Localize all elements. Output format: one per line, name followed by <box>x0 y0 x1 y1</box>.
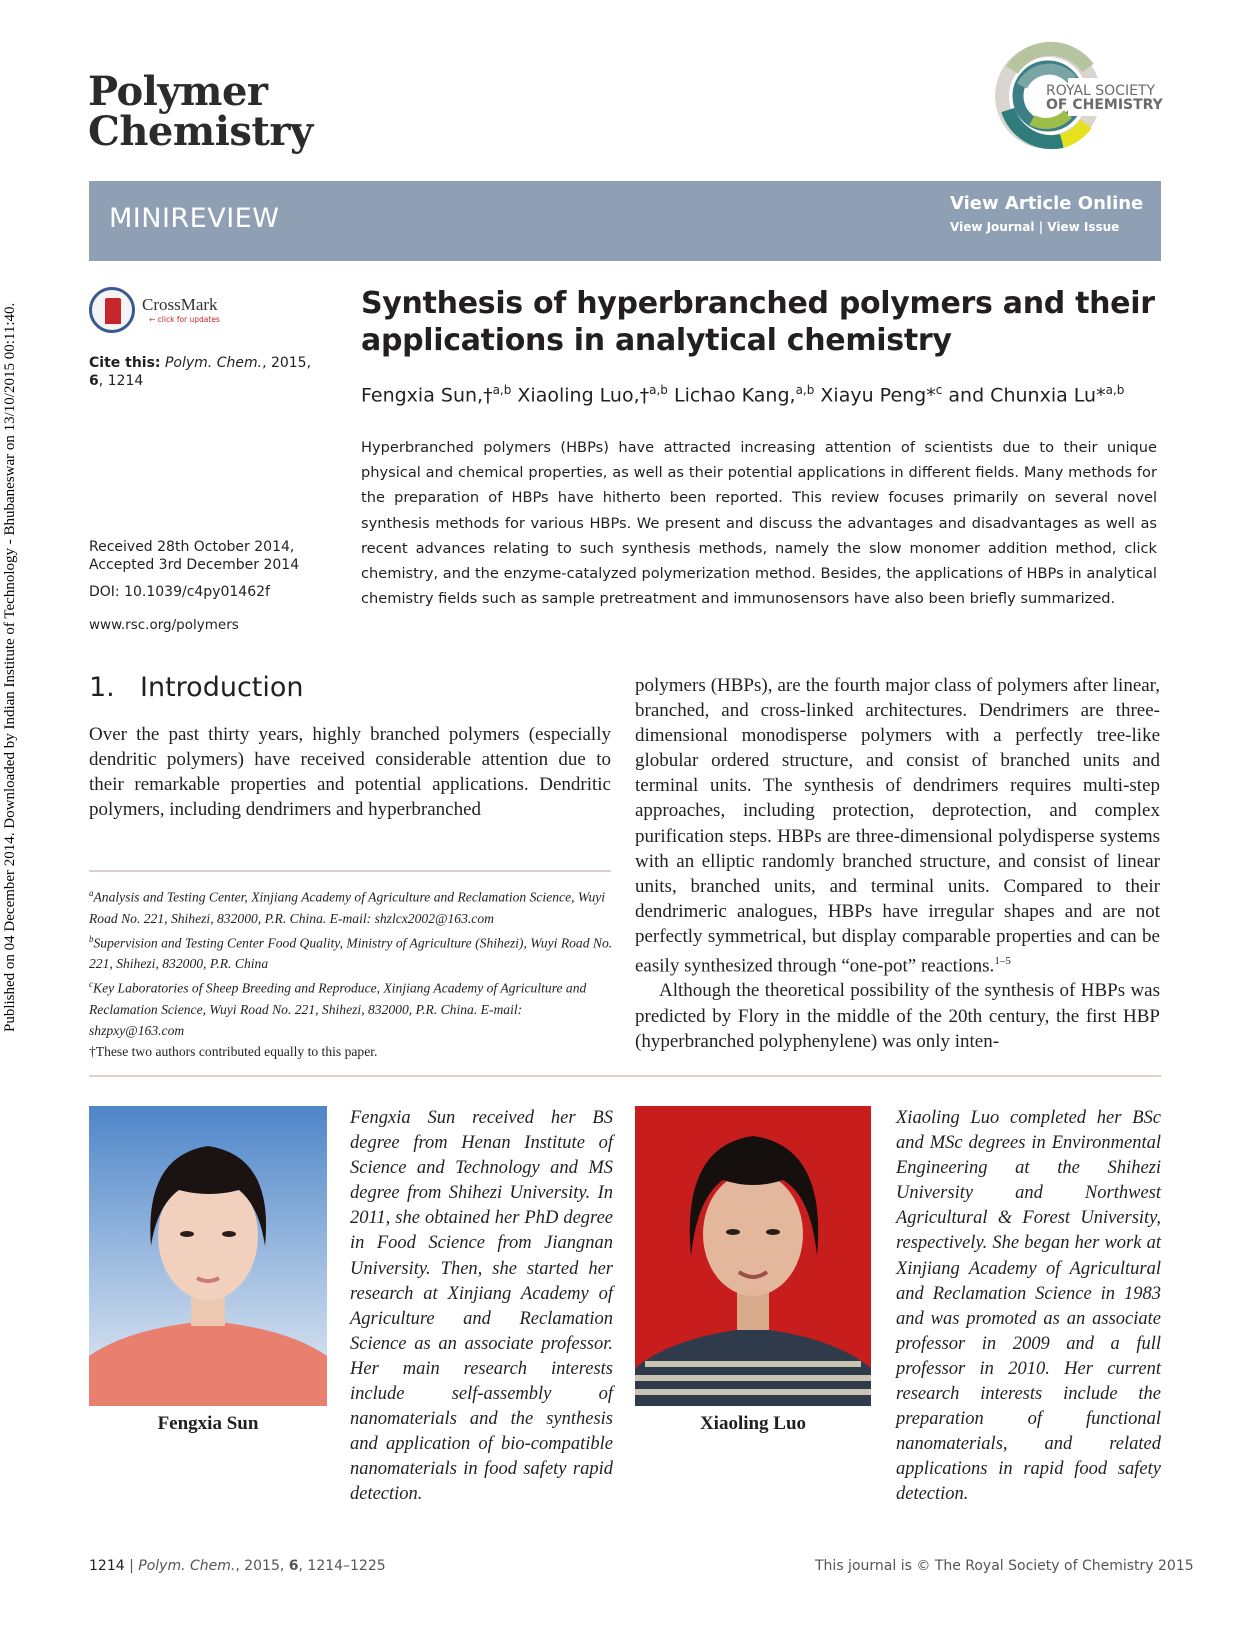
cite-label: Cite this: <box>89 355 161 371</box>
cite-volume: 6 <box>89 373 99 389</box>
intro-column-right <box>635 673 1160 1054</box>
footnote-marker: b <box>89 933 94 944</box>
footer-separator: | <box>124 1558 139 1574</box>
author-list <box>361 383 1161 406</box>
footnote-list <box>89 883 614 1041</box>
download-watermark: Published on 04 December 2014. Downloaded by Indian Institute of Technology - Bhubaneswar on 13/10/2015 00:11:40. <box>2 302 18 1032</box>
view-links-separator: | <box>1034 220 1048 234</box>
author-name: Xiayu Peng* <box>814 384 936 407</box>
view-article-online-link[interactable]: View Article Online <box>950 193 1144 214</box>
citation <box>89 354 324 390</box>
publisher-name-line-1: ROYAL SOCIETY <box>1046 83 1156 99</box>
footer-volume: 6 <box>288 1558 299 1574</box>
cite-journal: Polym. Chem. <box>164 355 263 371</box>
article-type-label: MINIREVIEW <box>109 203 280 234</box>
author-photo-caption: Fengxia Sun <box>157 1413 259 1434</box>
author-portrait-image <box>89 1106 327 1406</box>
author-name: Fengxia Sun,† <box>361 384 493 407</box>
author-photo-caption: Xiaoling Luo <box>699 1413 807 1434</box>
footnote-marker: a <box>89 888 94 898</box>
abstract: Hyperbranched polymers (HBPs) have attracted increasing attention of scientists due to their unique physical and chemical properties, as well as their potential applications in different fields. Many methods for the preparation of HBPs have hitherto been reported. This review focuses primarily on several novel synthesis methods for various HBPs. We present and discuss the advantages and disadvantages as well as recent advances relating to such synthesis methods, namely the slow monomer addition method, click chemistry, and the enzyme-catalyzed polymerization method. Besides, the applications of HBPs in analytical chemistry fields such as sample pretreatment and immunosensors have also been briefly summarized. <box>361 439 1157 608</box>
author-portrait-image <box>635 1106 871 1406</box>
author-name: and Chunxia Lu* <box>942 384 1106 407</box>
author-photo-luo <box>635 1106 871 1406</box>
page-number: 1214 <box>89 1558 125 1574</box>
intro-paragraph-left: Over the past thirty years, highly branched polymers (especially dendritic polymers) have received considerable attention due to their remarkable properties and potential applications. Dendritic polymers, including dendrimers and hyperbranched <box>89 724 611 821</box>
cite-page: , 1214 <box>98 373 144 389</box>
author-name: Lichao Kang, <box>667 384 796 407</box>
view-issue-link[interactable]: View Issue <box>1047 220 1120 234</box>
footer-journal: Polym. Chem. <box>138 1558 236 1574</box>
page-footer-citation <box>89 1558 386 1574</box>
footnote-marker: c <box>89 979 93 990</box>
accepted-date: Accepted 3rd December 2014 <box>89 557 300 573</box>
journal-title-line-2: Chemistry <box>88 108 313 155</box>
view-links <box>950 220 1119 234</box>
crossmark-icon <box>89 287 135 333</box>
publisher-name-line-2: OF CHEMISTRY <box>1046 97 1163 113</box>
author-bio: Xiaoling Luo completed her BSc and MSc degrees in Environmental Engineering at the Shihezi University and Northwest Agricultural & Forest University, respectively. She began her work at Xinjiang Academy of Agricultural and Reclamation Science in 1983 and was promoted as an associate professor in 2009 and a full professor in 2010. Her current research interests include the preparation of functional nanomaterials, and related applications in rapid food safety detection. <box>896 1108 1161 1505</box>
footnote-text: Supervision and Testing Center Food Quality, Ministry of Agriculture (Shihezi), Wuyi Road No. 221, Shihezi, 832000, P.R. China <box>89 935 613 972</box>
journal-title[interactable] <box>88 68 388 155</box>
view-journal-link[interactable]: View Journal <box>950 220 1035 234</box>
section-number: 1. <box>89 672 115 703</box>
crossmark-badge[interactable] <box>89 287 249 339</box>
section-heading-introduction <box>89 672 304 703</box>
crossmark-sub-text: click for updates <box>157 315 220 324</box>
intro-paragraph-2: Although the theoretical possibility of the synthesis of HBPs was predicted by Flory in the middle of the 20th century, the first HBP (hyperbranched polyphenylene) was only inten- <box>635 980 1160 1052</box>
cite-year: , 2015, <box>262 355 312 371</box>
footnote-divider <box>89 870 611 872</box>
affiliation-footnotes <box>89 883 614 1062</box>
intro-paragraph-1 <box>635 673 1160 978</box>
author-name: Xiaoling Luo,† <box>511 384 650 407</box>
author-affiliation-marker: a,b <box>492 383 512 397</box>
author-affiliation-marker: c <box>935 383 943 397</box>
article-type-banner <box>89 181 1161 261</box>
crossmark-sublabel: ← click for updates <box>149 315 220 324</box>
author-photo-sun <box>89 1106 327 1406</box>
footer-year: , 2015, <box>235 1558 289 1574</box>
footnote-text: Analysis and Testing Center, Xinjiang Academy of Agriculture and Reclamation Science, Wuyi Road No. 221, Shihezi, 832000, P.R. China. E-mail: shzlcx2002@163.com <box>89 889 606 926</box>
footer-pages: , 1214–1225 <box>298 1558 386 1574</box>
reference-link[interactable]: 1–5 <box>994 955 1011 968</box>
doi-link[interactable]: DOI: 10.1039/c4py01462f <box>89 584 270 600</box>
section-divider <box>89 1075 1161 1077</box>
affiliation-footnote <box>89 883 614 929</box>
received-dates <box>89 538 329 574</box>
footnote-text: Key Laboratories of Sheep Breeding and Reproduce, Xinjiang Academy of Agriculture and Reclamation Science, Wuyi Road No. 221, Shihezi, 832000, P.R. China. E-mail: shzpxy@163.com <box>89 980 587 1038</box>
journal-website-link[interactable]: www.rsc.org/polymers <box>89 617 239 633</box>
author-affiliation-marker: a,b <box>649 383 668 397</box>
received-date: Received 28th October 2014, <box>89 539 295 555</box>
affiliation-footnote <box>89 974 614 1041</box>
author-affiliation-marker: a,b <box>795 383 815 397</box>
journal-title-line-1: Polymer <box>88 68 268 115</box>
section-title: Introduction <box>140 672 304 703</box>
author-bio: Fengxia Sun received her BS degree from Henan Institute of Science and Technology and MS degree from Shihezi University. In 2011, she obtained her PhD degree in Food Science from Jiangnan University. Then, she started her research at Xinjiang Academy of Agriculture and Reclamation Science as an associate professor. Her main research interests include self-assembly of nanomaterials and the synthesis and application of bio-compatible nanomaterials in food safety rapid detection. <box>350 1108 613 1505</box>
article-title: Synthesis of hyperbranched polymers and their applications in analytical chemistry <box>361 286 1155 358</box>
intro-paragraph-1-text: polymers (HBPs), are the fourth major class of polymers after linear, branched, and cross-linked architectures. Dendrimers are three-dimensional monodisperse polymers with a perfectly tree-like globular ordered structure, and consist of branched units and terminal units. The synthesis of dendrimers requires multi-step approaches, including protection, deprotection, and complex purification steps. HBPs are three-dimensional polydisperse systems with an elliptic randomly branched structure, and consist of linear units, branched units, and terminal units. Compared to their dendrimeric analogues, HBPs have irregular shapes and are not perfectly symmetrical, but display comparable properties and can be easily synthesized through “one-pot” reactions. <box>635 675 1160 977</box>
affiliation-footnote <box>89 929 614 975</box>
equal-contribution-note: †These two authors contributed equally to this paper. <box>89 1043 378 1059</box>
author-affiliation-marker: a,b <box>1105 383 1125 397</box>
rsc-logo[interactable] <box>992 40 1162 152</box>
copyright-notice: This journal is © The Royal Society of Chemistry 2015 <box>815 1558 1194 1574</box>
crossmark-label: CrossMark <box>142 295 218 314</box>
